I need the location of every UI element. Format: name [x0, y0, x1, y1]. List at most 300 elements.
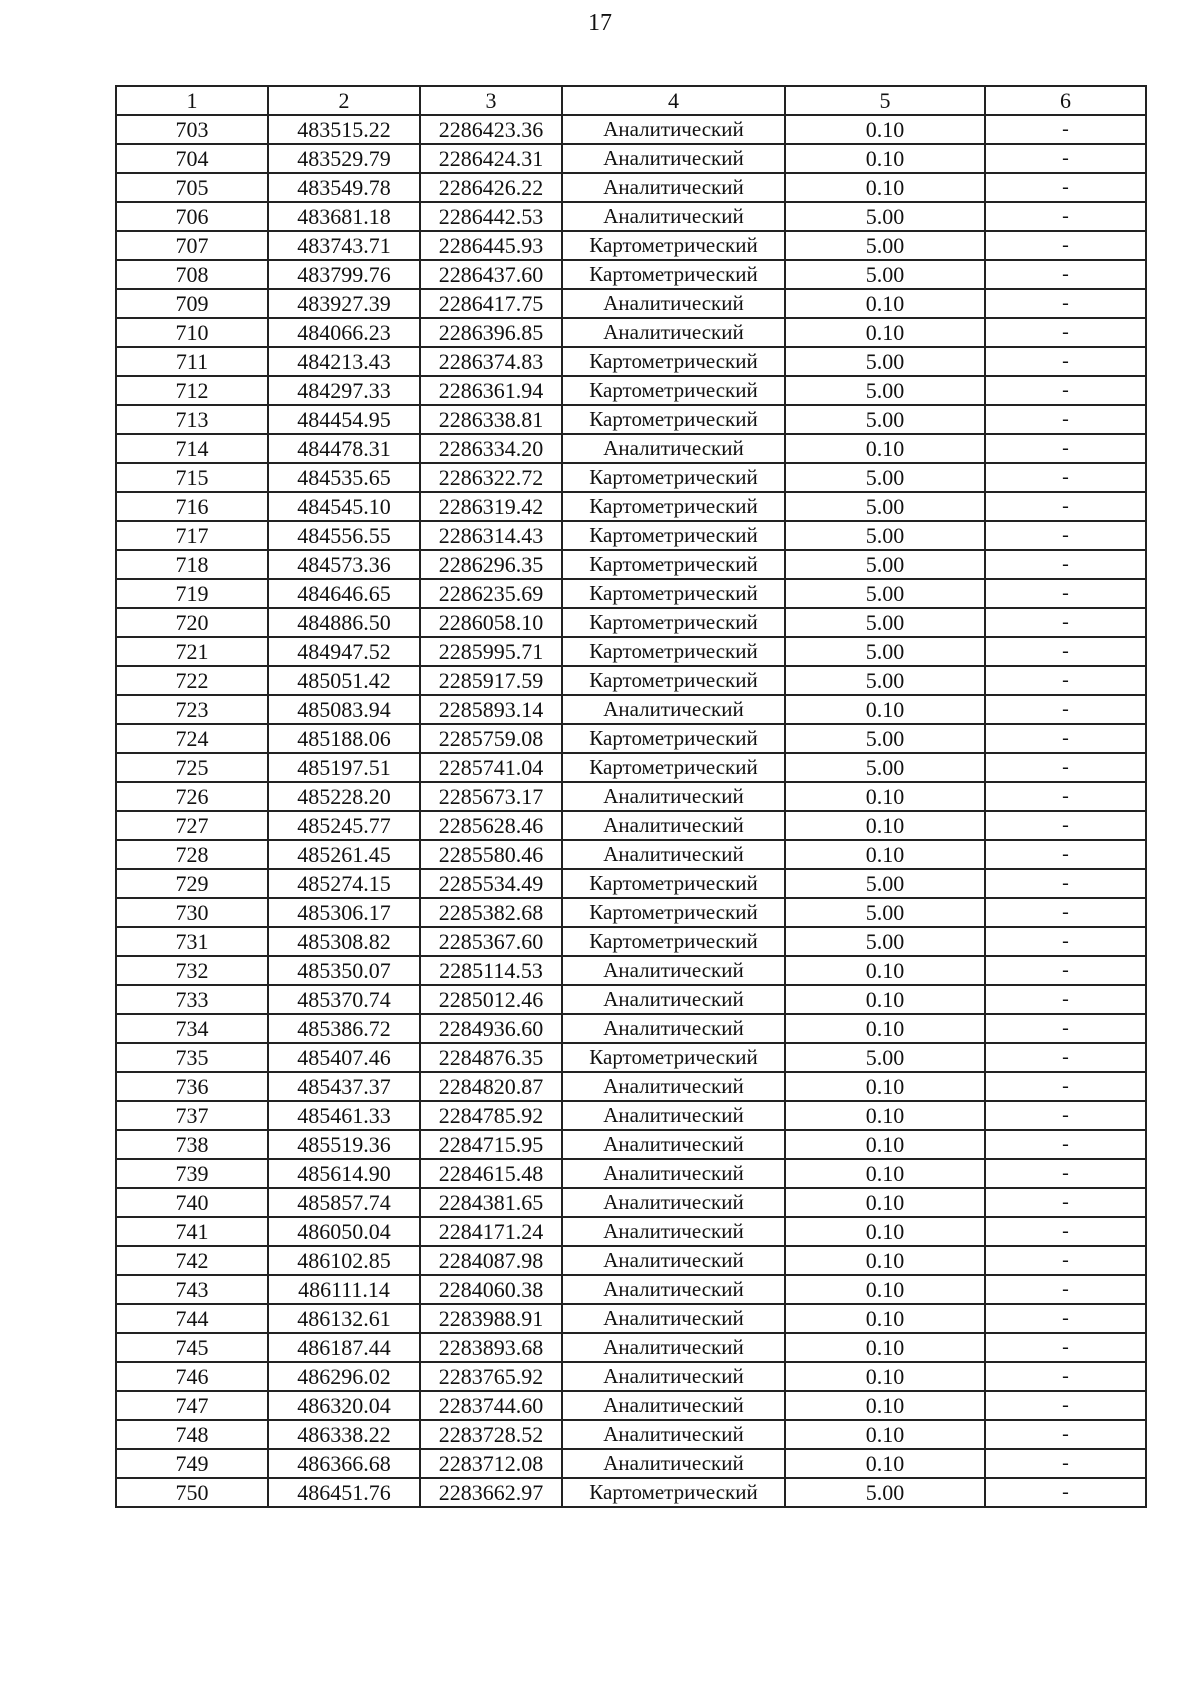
accuracy-cell: 0.10 [785, 1420, 985, 1449]
accuracy-cell: 0.10 [785, 1304, 985, 1333]
note-cell: - [985, 550, 1146, 579]
table-row [116, 144, 1146, 173]
x-coordinate-cell: 484646.65 [268, 579, 420, 608]
y-coordinate-cell: 2284381.65 [420, 1188, 562, 1217]
note-cell: - [985, 811, 1146, 840]
accuracy-cell: 0.10 [785, 144, 985, 173]
method-cell: Аналитический [562, 1362, 785, 1391]
method-cell: Аналитический [562, 1130, 785, 1159]
y-coordinate-cell: 2285759.08 [420, 724, 562, 753]
x-coordinate-cell: 484556.55 [268, 521, 420, 550]
accuracy-cell: 0.10 [785, 173, 985, 202]
note-cell: - [985, 231, 1146, 260]
method-cell: Аналитический [562, 840, 785, 869]
method-cell: Аналитический [562, 695, 785, 724]
point-number-cell: 719 [116, 579, 268, 608]
method-cell: Картометрический [562, 753, 785, 782]
accuracy-cell: 0.10 [785, 782, 985, 811]
method-cell: Аналитический [562, 289, 785, 318]
accuracy-cell: 0.10 [785, 985, 985, 1014]
note-cell: - [985, 260, 1146, 289]
accuracy-cell: 0.10 [785, 1275, 985, 1304]
x-coordinate-cell: 485350.07 [268, 956, 420, 985]
accuracy-cell: 0.10 [785, 1449, 985, 1478]
x-coordinate-cell: 484454.95 [268, 405, 420, 434]
point-number-cell: 725 [116, 753, 268, 782]
y-coordinate-cell: 2284060.38 [420, 1275, 562, 1304]
table-row [116, 724, 1146, 753]
x-coordinate-cell: 484213.43 [268, 347, 420, 376]
point-number-cell: 717 [116, 521, 268, 550]
x-coordinate-cell: 484573.36 [268, 550, 420, 579]
table-row [116, 1391, 1146, 1420]
x-coordinate-cell: 486296.02 [268, 1362, 420, 1391]
point-number-cell: 703 [116, 115, 268, 144]
point-number-cell: 741 [116, 1217, 268, 1246]
table-row [116, 927, 1146, 956]
y-coordinate-cell: 2285741.04 [420, 753, 562, 782]
method-cell: Картометрический [562, 608, 785, 637]
point-number-cell: 707 [116, 231, 268, 260]
accuracy-cell: 5.00 [785, 869, 985, 898]
point-number-cell: 726 [116, 782, 268, 811]
method-cell: Картометрический [562, 260, 785, 289]
x-coordinate-cell: 484478.31 [268, 434, 420, 463]
y-coordinate-cell: 2286426.22 [420, 173, 562, 202]
method-cell: Аналитический [562, 1420, 785, 1449]
y-coordinate-cell: 2285534.49 [420, 869, 562, 898]
x-coordinate-cell: 486050.04 [268, 1217, 420, 1246]
method-cell: Картометрический [562, 1043, 785, 1072]
method-cell: Аналитический [562, 956, 785, 985]
accuracy-cell: 5.00 [785, 521, 985, 550]
accuracy-cell: 5.00 [785, 492, 985, 521]
note-cell: - [985, 1246, 1146, 1275]
point-number-cell: 721 [116, 637, 268, 666]
accuracy-cell: 0.10 [785, 1014, 985, 1043]
accuracy-cell: 0.10 [785, 434, 985, 463]
point-number-cell: 710 [116, 318, 268, 347]
x-coordinate-cell: 485407.46 [268, 1043, 420, 1072]
x-coordinate-cell: 483743.71 [268, 231, 420, 260]
table-row [116, 1014, 1146, 1043]
accuracy-cell: 5.00 [785, 898, 985, 927]
method-cell: Аналитический [562, 1246, 785, 1275]
accuracy-cell: 0.10 [785, 1217, 985, 1246]
method-cell: Аналитический [562, 1391, 785, 1420]
point-number-cell: 743 [116, 1275, 268, 1304]
x-coordinate-cell: 484297.33 [268, 376, 420, 405]
point-number-cell: 749 [116, 1449, 268, 1478]
accuracy-cell: 5.00 [785, 666, 985, 695]
accuracy-cell: 0.10 [785, 840, 985, 869]
x-coordinate-cell: 485857.74 [268, 1188, 420, 1217]
y-coordinate-cell: 2284876.35 [420, 1043, 562, 1072]
table-row [116, 1101, 1146, 1130]
note-cell: - [985, 1014, 1146, 1043]
y-coordinate-cell: 2286374.83 [420, 347, 562, 376]
x-coordinate-cell: 486111.14 [268, 1275, 420, 1304]
method-cell: Картометрический [562, 666, 785, 695]
note-cell: - [985, 434, 1146, 463]
point-number-cell: 739 [116, 1159, 268, 1188]
note-cell: - [985, 637, 1146, 666]
note-cell: - [985, 724, 1146, 753]
column-header: 2 [268, 86, 420, 115]
y-coordinate-cell: 2286235.69 [420, 579, 562, 608]
x-coordinate-cell: 486320.04 [268, 1391, 420, 1420]
x-coordinate-cell: 485197.51 [268, 753, 420, 782]
accuracy-cell: 0.10 [785, 1333, 985, 1362]
table-row [116, 521, 1146, 550]
method-cell: Картометрический [562, 405, 785, 434]
accuracy-cell: 5.00 [785, 1043, 985, 1072]
note-cell: - [985, 405, 1146, 434]
method-cell: Аналитический [562, 811, 785, 840]
table-row [116, 318, 1146, 347]
accuracy-cell: 5.00 [785, 608, 985, 637]
x-coordinate-cell: 485614.90 [268, 1159, 420, 1188]
point-number-cell: 712 [116, 376, 268, 405]
table-row [116, 463, 1146, 492]
note-cell: - [985, 1304, 1146, 1333]
point-number-cell: 713 [116, 405, 268, 434]
x-coordinate-cell: 483549.78 [268, 173, 420, 202]
point-number-cell: 709 [116, 289, 268, 318]
y-coordinate-cell: 2286417.75 [420, 289, 562, 318]
method-cell: Картометрический [562, 637, 785, 666]
coordinates-table [115, 85, 1147, 1508]
y-coordinate-cell: 2286424.31 [420, 144, 562, 173]
note-cell: - [985, 1101, 1146, 1130]
y-coordinate-cell: 2284087.98 [420, 1246, 562, 1275]
table-row [116, 260, 1146, 289]
table-row [116, 1478, 1146, 1507]
table-row [116, 289, 1146, 318]
point-number-cell: 704 [116, 144, 268, 173]
point-number-cell: 745 [116, 1333, 268, 1362]
note-cell: - [985, 956, 1146, 985]
table-row [116, 1420, 1146, 1449]
y-coordinate-cell: 2286058.10 [420, 608, 562, 637]
note-cell: - [985, 347, 1146, 376]
y-coordinate-cell: 2283712.08 [420, 1449, 562, 1478]
method-cell: Аналитический [562, 173, 785, 202]
accuracy-cell: 0.10 [785, 811, 985, 840]
table-row [116, 1449, 1146, 1478]
column-header: 6 [985, 86, 1146, 115]
accuracy-cell: 0.10 [785, 318, 985, 347]
table-row [116, 579, 1146, 608]
y-coordinate-cell: 2285673.17 [420, 782, 562, 811]
y-coordinate-cell: 2286322.72 [420, 463, 562, 492]
point-number-cell: 732 [116, 956, 268, 985]
y-coordinate-cell: 2286338.81 [420, 405, 562, 434]
x-coordinate-cell: 484545.10 [268, 492, 420, 521]
x-coordinate-cell: 483799.76 [268, 260, 420, 289]
y-coordinate-cell: 2285893.14 [420, 695, 562, 724]
y-coordinate-cell: 2283744.60 [420, 1391, 562, 1420]
y-coordinate-cell: 2284171.24 [420, 1217, 562, 1246]
table-row [116, 666, 1146, 695]
note-cell: - [985, 666, 1146, 695]
note-cell: - [985, 840, 1146, 869]
table-row [116, 1362, 1146, 1391]
accuracy-cell: 0.10 [785, 1246, 985, 1275]
point-number-cell: 731 [116, 927, 268, 956]
y-coordinate-cell: 2286314.43 [420, 521, 562, 550]
accuracy-cell: 5.00 [785, 405, 985, 434]
method-cell: Аналитический [562, 144, 785, 173]
note-cell: - [985, 318, 1146, 347]
point-number-cell: 744 [116, 1304, 268, 1333]
y-coordinate-cell: 2283988.91 [420, 1304, 562, 1333]
note-cell: - [985, 1130, 1146, 1159]
y-coordinate-cell: 2283662.97 [420, 1478, 562, 1507]
note-cell: - [985, 1159, 1146, 1188]
column-header: 3 [420, 86, 562, 115]
point-number-cell: 723 [116, 695, 268, 724]
table-row [116, 115, 1146, 144]
note-cell: - [985, 492, 1146, 521]
y-coordinate-cell: 2285995.71 [420, 637, 562, 666]
point-number-cell: 715 [116, 463, 268, 492]
x-coordinate-cell: 485437.37 [268, 1072, 420, 1101]
note-cell: - [985, 1072, 1146, 1101]
table-row [116, 550, 1146, 579]
table-row [116, 1217, 1146, 1246]
method-cell: Картометрический [562, 898, 785, 927]
method-cell: Аналитический [562, 434, 785, 463]
point-number-cell: 750 [116, 1478, 268, 1507]
table-row [116, 1246, 1146, 1275]
accuracy-cell: 0.10 [785, 1101, 985, 1130]
x-coordinate-cell: 485306.17 [268, 898, 420, 927]
method-cell: Аналитический [562, 1449, 785, 1478]
accuracy-cell: 5.00 [785, 1478, 985, 1507]
method-cell: Аналитический [562, 202, 785, 231]
page-number: 17 [588, 10, 612, 36]
table-row [116, 1130, 1146, 1159]
note-cell: - [985, 869, 1146, 898]
method-cell: Картометрический [562, 869, 785, 898]
table-row [116, 1275, 1146, 1304]
accuracy-cell: 0.10 [785, 1130, 985, 1159]
note-cell: - [985, 173, 1146, 202]
point-number-cell: 734 [116, 1014, 268, 1043]
y-coordinate-cell: 2285580.46 [420, 840, 562, 869]
x-coordinate-cell: 484886.50 [268, 608, 420, 637]
note-cell: - [985, 1478, 1146, 1507]
point-number-cell: 729 [116, 869, 268, 898]
table-row [116, 869, 1146, 898]
y-coordinate-cell: 2286396.85 [420, 318, 562, 347]
column-header: 5 [785, 86, 985, 115]
y-coordinate-cell: 2286423.36 [420, 115, 562, 144]
accuracy-cell: 5.00 [785, 463, 985, 492]
method-cell: Картометрический [562, 550, 785, 579]
note-cell: - [985, 144, 1146, 173]
y-coordinate-cell: 2283765.92 [420, 1362, 562, 1391]
table-row [116, 637, 1146, 666]
accuracy-cell: 5.00 [785, 550, 985, 579]
y-coordinate-cell: 2284615.48 [420, 1159, 562, 1188]
point-number-cell: 714 [116, 434, 268, 463]
point-number-cell: 718 [116, 550, 268, 579]
table-row [116, 753, 1146, 782]
note-cell: - [985, 1217, 1146, 1246]
y-coordinate-cell: 2285917.59 [420, 666, 562, 695]
accuracy-cell: 0.10 [785, 1391, 985, 1420]
table-row [116, 898, 1146, 927]
table-row [116, 811, 1146, 840]
accuracy-cell: 5.00 [785, 579, 985, 608]
table-row [116, 492, 1146, 521]
note-cell: - [985, 927, 1146, 956]
table-row [116, 376, 1146, 405]
note-cell: - [985, 1420, 1146, 1449]
method-cell: Картометрический [562, 463, 785, 492]
method-cell: Аналитический [562, 115, 785, 144]
method-cell: Аналитический [562, 318, 785, 347]
point-number-cell: 740 [116, 1188, 268, 1217]
accuracy-cell: 5.00 [785, 376, 985, 405]
x-coordinate-cell: 486338.22 [268, 1420, 420, 1449]
x-coordinate-cell: 485274.15 [268, 869, 420, 898]
note-cell: - [985, 521, 1146, 550]
point-number-cell: 720 [116, 608, 268, 637]
point-number-cell: 724 [116, 724, 268, 753]
note-cell: - [985, 1043, 1146, 1072]
x-coordinate-cell: 483515.22 [268, 115, 420, 144]
method-cell: Картометрический [562, 724, 785, 753]
table-row [116, 1188, 1146, 1217]
point-number-cell: 747 [116, 1391, 268, 1420]
x-coordinate-cell: 485051.42 [268, 666, 420, 695]
method-cell: Аналитический [562, 1275, 785, 1304]
method-cell: Аналитический [562, 1304, 785, 1333]
note-cell: - [985, 1362, 1146, 1391]
x-coordinate-cell: 486102.85 [268, 1246, 420, 1275]
point-number-cell: 737 [116, 1101, 268, 1130]
table-body [116, 115, 1146, 1507]
point-number-cell: 742 [116, 1246, 268, 1275]
y-coordinate-cell: 2284715.95 [420, 1130, 562, 1159]
point-number-cell: 705 [116, 173, 268, 202]
table-row [116, 202, 1146, 231]
x-coordinate-cell: 484947.52 [268, 637, 420, 666]
table-row [116, 608, 1146, 637]
table-row [116, 231, 1146, 260]
table-row [116, 1333, 1146, 1362]
method-cell: Аналитический [562, 782, 785, 811]
x-coordinate-cell: 484535.65 [268, 463, 420, 492]
method-cell: Аналитический [562, 1159, 785, 1188]
point-number-cell: 706 [116, 202, 268, 231]
table-row [116, 956, 1146, 985]
y-coordinate-cell: 2286437.60 [420, 260, 562, 289]
point-number-cell: 716 [116, 492, 268, 521]
accuracy-cell: 0.10 [785, 956, 985, 985]
accuracy-cell: 0.10 [785, 1362, 985, 1391]
y-coordinate-cell: 2286442.53 [420, 202, 562, 231]
point-number-cell: 730 [116, 898, 268, 927]
point-number-cell: 736 [116, 1072, 268, 1101]
accuracy-cell: 5.00 [785, 260, 985, 289]
point-number-cell: 708 [116, 260, 268, 289]
point-number-cell: 711 [116, 347, 268, 376]
y-coordinate-cell: 2283893.68 [420, 1333, 562, 1362]
method-cell: Аналитический [562, 1217, 785, 1246]
accuracy-cell: 5.00 [785, 927, 985, 956]
x-coordinate-cell: 485386.72 [268, 1014, 420, 1043]
method-cell: Картометрический [562, 492, 785, 521]
point-number-cell: 728 [116, 840, 268, 869]
table-row [116, 1159, 1146, 1188]
y-coordinate-cell: 2284785.92 [420, 1101, 562, 1130]
point-number-cell: 738 [116, 1130, 268, 1159]
y-coordinate-cell: 2286319.42 [420, 492, 562, 521]
table-row [116, 1304, 1146, 1333]
table-row [116, 840, 1146, 869]
point-number-cell: 748 [116, 1420, 268, 1449]
note-cell: - [985, 608, 1146, 637]
x-coordinate-cell: 485083.94 [268, 695, 420, 724]
y-coordinate-cell: 2284936.60 [420, 1014, 562, 1043]
point-number-cell: 727 [116, 811, 268, 840]
table-row [116, 405, 1146, 434]
x-coordinate-cell: 485188.06 [268, 724, 420, 753]
note-cell: - [985, 579, 1146, 608]
point-number-cell: 735 [116, 1043, 268, 1072]
note-cell: - [985, 289, 1146, 318]
x-coordinate-cell: 485519.36 [268, 1130, 420, 1159]
accuracy-cell: 0.10 [785, 115, 985, 144]
point-number-cell: 733 [116, 985, 268, 1014]
y-coordinate-cell: 2283728.52 [420, 1420, 562, 1449]
method-cell: Картометрический [562, 347, 785, 376]
note-cell: - [985, 463, 1146, 492]
method-cell: Картометрический [562, 1478, 785, 1507]
x-coordinate-cell: 483927.39 [268, 289, 420, 318]
x-coordinate-cell: 483529.79 [268, 144, 420, 173]
column-header: 4 [562, 86, 785, 115]
method-cell: Картометрический [562, 376, 785, 405]
y-coordinate-cell: 2284820.87 [420, 1072, 562, 1101]
y-coordinate-cell: 2285382.68 [420, 898, 562, 927]
x-coordinate-cell: 485308.82 [268, 927, 420, 956]
y-coordinate-cell: 2285012.46 [420, 985, 562, 1014]
table-header-row [116, 86, 1146, 115]
note-cell: - [985, 1275, 1146, 1304]
accuracy-cell: 5.00 [785, 637, 985, 666]
table-row [116, 1043, 1146, 1072]
table-row [116, 434, 1146, 463]
note-cell: - [985, 985, 1146, 1014]
method-cell: Аналитический [562, 1101, 785, 1130]
method-cell: Аналитический [562, 1014, 785, 1043]
accuracy-cell: 0.10 [785, 1072, 985, 1101]
table-row [116, 173, 1146, 202]
note-cell: - [985, 898, 1146, 927]
point-number-cell: 746 [116, 1362, 268, 1391]
x-coordinate-cell: 486451.76 [268, 1478, 420, 1507]
x-coordinate-cell: 485370.74 [268, 985, 420, 1014]
y-coordinate-cell: 2286445.93 [420, 231, 562, 260]
table-row [116, 985, 1146, 1014]
method-cell: Аналитический [562, 985, 785, 1014]
note-cell: - [985, 782, 1146, 811]
